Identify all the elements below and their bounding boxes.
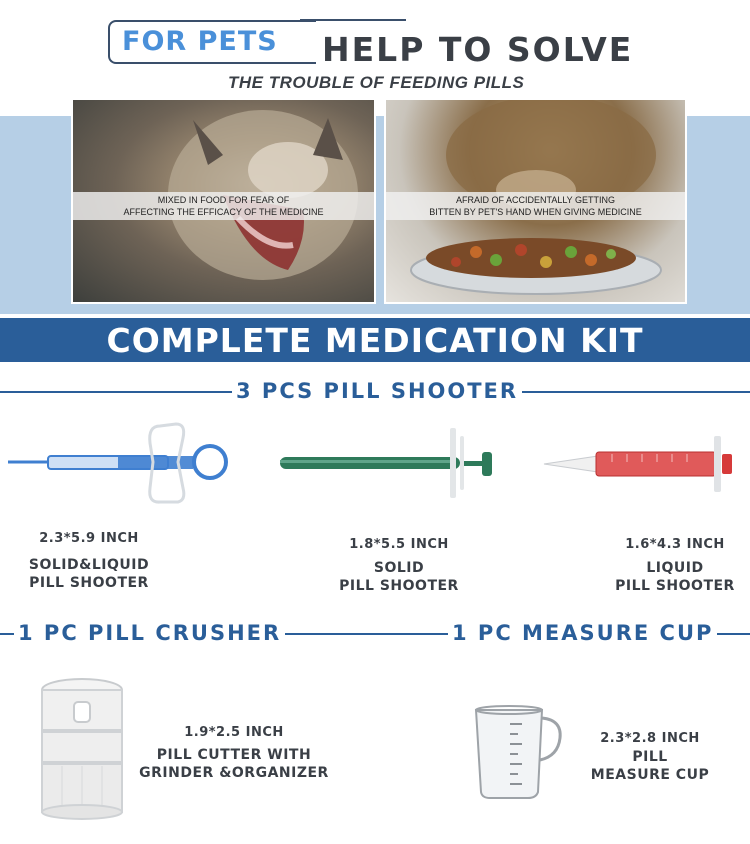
product-name: PILL SHOOTER [339,578,459,594]
photo-caption [386,192,685,220]
product-label-shooter1 [16,530,162,592]
caption-line: BITTEN BY PET'S HAND WHEN GIVING MEDICINE [429,207,642,217]
product-label-crusher [124,724,344,782]
product-name: PILL SHOOTER [29,575,149,591]
kit-banner-title: COMPLETE MEDICATION KIT [106,321,644,360]
caption-line: MIXED IN FOOD FOR FEAR OF [157,195,290,205]
product-name: PILL CUTTER WITH [156,747,312,763]
photo-cat-refusing [71,98,376,304]
product-label-shooter3 [602,536,748,595]
product-name: PILL [632,749,668,765]
caption-line: AFFECTING THE EFFICACY OF THE MEDICINE [123,207,324,217]
headline: HELP TO SOLVE [322,30,634,69]
photo-cat-eating [384,98,687,304]
product-name: LIQUID [646,560,704,576]
product-size: 1.9*2.5 INCH [184,725,284,740]
product-label-cup [580,730,720,784]
subheadline: THE TROUBLE OF FEEDING PILLS [228,73,525,92]
for-pets-badge: FOR PETS [122,26,278,57]
product-label-shooter2 [326,536,472,595]
product-name: SOLID [373,560,425,576]
measure-cup-image [470,704,566,802]
photo-caption [73,192,374,220]
product-name: SOLID&LIQUID [28,557,150,573]
product-size: 2.3*2.8 INCH [600,731,700,746]
pill-crusher-image [38,676,126,822]
section-title-shooters: 3 PCS PILL SHOOTER [232,379,522,403]
section-title-cup: 1 PC MEASURE CUP [448,621,717,645]
liquid-pill-shooter-image [542,434,734,494]
caption-line: AFRAID OF ACCIDENTALLY GETTING [455,195,616,205]
solid-pill-shooter-image [278,424,500,504]
product-size: 2.3*5.9 INCH [39,531,139,546]
solid-liquid-pill-shooter-image [8,418,233,506]
product-name: GRINDER &ORGANIZER [139,765,329,781]
product-size: 1.6*4.3 INCH [625,537,725,552]
product-size: 1.8*5.5 INCH [349,537,449,552]
product-name: MEASURE CUP [590,767,710,783]
section-title-crusher: 1 PC PILL CRUSHER [14,621,285,645]
product-name: PILL SHOOTER [615,578,735,594]
badge-frame-line [300,19,406,21]
